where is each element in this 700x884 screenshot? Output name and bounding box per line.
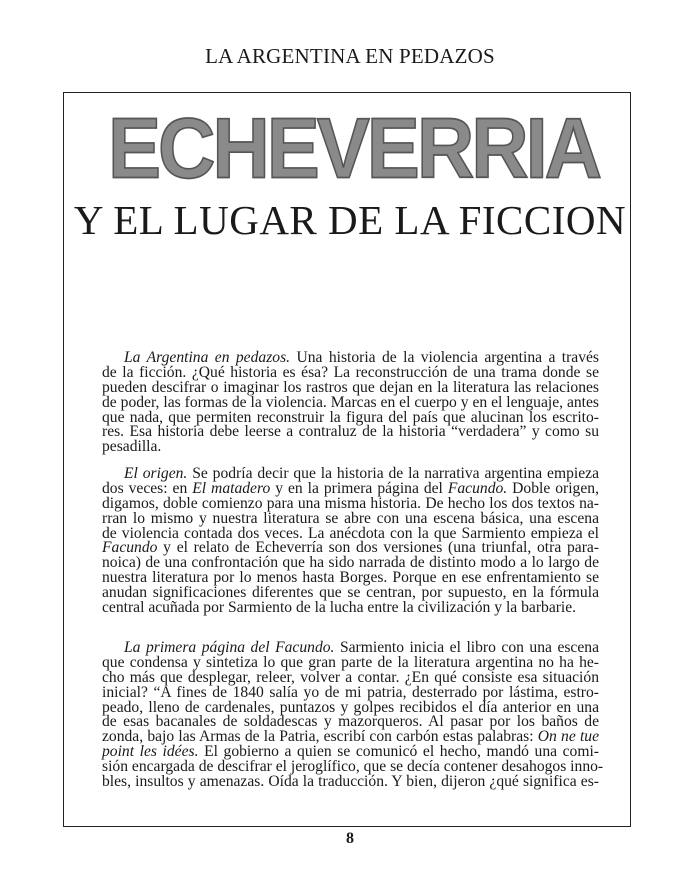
italic-text: point les idées.	[102, 743, 199, 761]
paragraph-intro	[102, 351, 599, 455]
text-segment: dos veces: en	[102, 479, 193, 497]
text-segment: Se podría decir que la historia de la narrativa argentina empieza	[187, 465, 600, 482]
running-header: LA ARGENTINA EN PEDAZOS	[205, 44, 495, 68]
text-segment: pueden descifrar o imaginar los rastros que dejan en la literatura las relaciones	[102, 378, 599, 396]
italic-text: La Argentina en pedazos.	[124, 349, 291, 366]
chapter-subtitle: Y EL LUGAR DE LA FICCION	[73, 197, 627, 243]
text-segment: Una historia de la violencia argentina a través	[290, 349, 599, 366]
text-segment: zonda, bajo las Armas de la Patria, escribí con carbón estas palabras:	[102, 728, 538, 746]
text-segment: digamos, doble comienzo para una misma historia. De hecho los dos textos na-	[102, 494, 599, 512]
text-segment: bles, insultos y amenazas. Oída la traducción. Y bien, dijeron ¿qué significa es-	[102, 773, 599, 791]
italic-text: La primera página del Facundo.	[124, 639, 335, 656]
text-segment: noica) de una confrontación que ha sido narrada de distinto modo a lo largo de	[102, 554, 599, 572]
italic-text: Facundo.	[447, 479, 508, 497]
text-segment: res. Esa historia debe leerse a contraluz de la historia “verdadera” y como su	[102, 423, 599, 441]
text-segment: que condensa y sintetiza lo que gran parte de la literatura argentina no ha he-	[102, 653, 599, 671]
text-segment: de la ficción. ¿Qué historia es ésa? La reconstrucción de una trama donde se	[102, 363, 599, 381]
text-line	[102, 425, 599, 440]
text-segment: de violencia contada dos veces. La anécdota con la que Sarmiento empieza el	[102, 524, 599, 542]
text-segment: inicial? “A fines de 1840 salía yo de mi patria, desterrado por lástima, estro-	[102, 683, 599, 701]
text-segment: sión encargada de descifrar el jeroglífico, que se decía contener desahogos inno-	[102, 758, 604, 776]
text-segment: que nada, que permiten reconstruir la figura del país que alucinan los escrito-	[102, 408, 599, 426]
text-segment: rran lo mismo y nuestra literatura se abre con una escena básica, una escena	[102, 509, 599, 527]
text-segment: y en la primera página del	[270, 479, 448, 497]
text-segment: central acuñada por Sarmiento de la lucha entre la civilización y la barbarie.	[102, 599, 577, 617]
italic-text: Facundo	[102, 539, 158, 557]
text-segment: cho más que desplegar, releer, volver a contar. ¿En qué consiste esa situación	[102, 668, 599, 686]
text-segment: de esas bacanales de soldadescas y mazorqueros. Al pasar por los baños de	[102, 713, 599, 731]
text-segment: El gobierno a quien se comunicó el hecho, mandó una comi-	[198, 743, 599, 761]
text-segment: Sarmiento inicia el libro con una escena	[334, 639, 599, 656]
text-segment: peado, lleno de cardenales, puntazos y golpes recibidos el día anterior en una	[102, 698, 599, 716]
text-segment: anudan significaciones diferentes que se centran, por supuesto, en la fórmula	[102, 584, 599, 602]
text-segment: Doble origen,	[507, 479, 599, 497]
italic-text: El origen.	[124, 465, 188, 482]
text-segment: nuestra literatura por lo menos hasta Borges. Porque en ese enfrentamiento se	[102, 569, 599, 587]
text-segment: y el relato de Echeverría son dos versiones (una triunfal, otra para-	[157, 539, 599, 557]
text-segment: pesadilla.	[102, 438, 162, 456]
paragraph-origin	[102, 467, 599, 616]
italic-text: El matadero	[192, 479, 271, 497]
chapter-title	[108, 99, 600, 197]
paragraph-facundo	[102, 639, 604, 791]
text-line	[102, 440, 599, 455]
page-number: 8	[346, 830, 354, 847]
chapter-title-text: ECHEVERRIA	[108, 99, 600, 197]
text-line	[102, 775, 599, 790]
text-line	[102, 601, 599, 616]
text-segment: de poder, las formas de la violencia. Marcas en el cuerpo y en el lenguaje, antes	[102, 393, 599, 411]
italic-text: On ne tue	[537, 728, 600, 746]
